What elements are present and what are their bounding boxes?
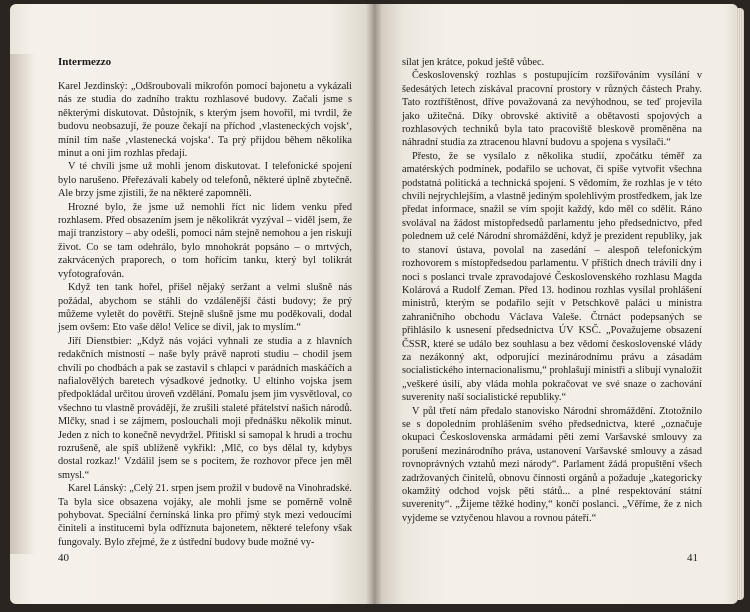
page-smudge: [10, 54, 36, 554]
paragraph: sílat jen krátce, pokud ještě vůbec.: [402, 57, 545, 68]
paragraph: V té chvíli jsme už mohli jenom diskutovat. I telefonické spojení bylo narušeno. Přeřezávali kabely od telefonů, některé úplně zbytečně. Ale brzy jsme zjistili, že na některé zapomněli.: [58, 161, 352, 200]
paragraph: V půl třetí nám předalo stanovisko Národní shromáždění. Ztotožnilo se s dopoledním prohlášením svého předsednictva, které „označuje okupaci Československa armádami pěti zemí Varšavské smlouvy za porušení mezinárodního práva, ustanovení Varšavské smlouvy a zásad rovnoprávných vztahů mezi národy“. Parlament žádá propuštění všech zadržovaných činitelů, obnovu činnosti orgánů a požaduje „kategoricky okamžitý odchod vojsk pěti států... a plné respektování státní suverenity“. „Žijeme těžké hodiny,“ končí poslanci. „Věříme, že z nich vyjdeme se vztyčenou hlavou a rovnou páteří.“: [402, 405, 702, 524]
paragraph: Československý rozhlas s postupujícím rozšiřováním vysílání v šedesátých letech získával pracovní prostory v různých částech Prahy. Tato roztříštěnost, dříve považovaná za nevýhodnou, se teď projevila jako užitečná. Díky obrovské aktivitě a obětavosti spojových a rozhlasových techniků byla tato pracoviště bleskově proměněna na náhradní studia za ztracenou hlavní budovu a spojena s vysílači.“: [402, 70, 702, 149]
right-page-text: [402, 56, 702, 525]
paragraph: Hrozné bylo, že jsme už nemohli říct nic lidem venku před rozhlasem. Před obsazením jsem je několikrát vyzýval – viděl jsem, že mají tranzistory – aby odešli, pomoci nám stejně nemohou a jen riskují život. Co se tam odehrálo, bylo mnohokrát popsáno – o mrtvých, zakrvácených praporech, o tom hořícím tanku, který byl tolikrát vyfotografován.: [58, 201, 352, 280]
left-page: [10, 4, 374, 604]
page-edges: [736, 8, 744, 600]
paragraph: Když ten tank hořel, přišel nějaký seržant a velmi slušně nás požádal, abychom se stáhli do vzdálenější části budovy; že prý můžeme vyletět do povětří. Stejně slušně jsme mu poděkovali, dodal jsem ovšem: Eto vaše dělo! Velice se divil, jak to myslím.“: [58, 282, 352, 334]
paragraph: Přesto, že se vysílalo z několika studií, zpočátku téměř za amatérských podmínek, podařilo se uchovat, či spíše vytvořit všechna podstatná politická a technická spojení. S vědomím, že rozhlas je v této chvíli nejrychlejším, a vlastně jediným spolehlivým prostředkem, jak lze předat informace, snažil se vím spojit každý, kdo měl co sdělit. Ráno svolával na žádost místopředsedů parlamentu jeho předsednictvo, před polednem už celé Národní shromáždění, když je prezident republiky, jak to stanoví ústava, povolal na zasedání – alespoň telefonickým rozhovorem s místopředsedou parlamentu. V příštích dnech trávili dny i noci s poslanci trvale zpravodajové Československého rozhlasu Magda Kolárová a Rudolf Zeman. Před 13. hodinou rozhlas vysílal prohlášení ministrů, kterým se podařilo sejít v Petschkově paláci u ministra zahraničního obchodu Václava Valeše. Čtrnáct podepsaných se přihlásilo k usnesení předsednictva ÚV KSČ. „Považujeme obsazení ČSSR, které se událo bez souhlasu a bez vědomí československé vlády za nezákonný akt, odporující mezinárodnímu právu a zásadám socialistického internacionalismu,“ prohlašují ministři a slibují vynaložit „veškeré úsilí, aby vláda mohla pokračovat ve své snaze o zachování suverenity naší socialistické republiky.“: [402, 150, 702, 404]
page-number-left: 40: [58, 552, 69, 564]
paragraph: Karel Jezdinský: „Odšroubovali mikrofón pomocí bajonetu a vykázali nás ze studia do zadního traktu rozhlasové budovy. Začali jsme s některými diskutovat. Důstojník, s kterým jsem hovořil, mi tvrdil, že budovu neobsazují, že pouze čekají na příchod ‚vlasteneckých vojsk‘, mínil tím naše ‚vlastenecká vojska‘. Ta prý přijdou během několika minut a oni jim rozhlas předají.: [58, 81, 352, 160]
chapter-heading: Intermezzo: [58, 56, 112, 68]
left-page-text: [58, 80, 352, 549]
page-number-right: 41: [687, 552, 698, 564]
paragraph: Jiří Dienstbier: „Když nás vojáci vyhnali ze studia a z hlavních redakčních místností – naše byly právě naproti studiu – chodil jsem chvíli po chodbách a pak se zastavil s chlapci v parádních maskáčích a nafialovělých baretech výsadkové jednotky. U eltinho vojska jsem předpokládal určitou úroveň vzdělání. Pomalu jsem jim vysvětloval, co všechno tu vlastně provádějí, že zrušili staleté přátelství našich národů. Mlčky, snad i se zájmem, poslouchali moji přednášku několik minut. Jeden z nich to konečně nevydržel. Přitiskl si samopal k hrudi a trochu rozrušeně, ale spíš ublíženě vykřikl: ‚Mlč, co bys dělal ty, kdybys dostal rozkaz!‘ Vzdálil jsem se s pocitem, že rozhovor přece jen měl smysl.“: [58, 335, 352, 481]
paragraph: Karel Lánský: „Celý 21. srpen jsem prožil v budově na Vinohradské. Ta byla sice obsazena vojáky, ale mohli jsme se poměrně volně pohybovat. Speciální černínská linka pro přímý styk mezi vedoucími činiteli a institucemi byla odříznuta bajonetem, některé telefony však fungovaly. Bylo zřejmé, že z ústřední budovy bude možné vy-: [58, 483, 353, 548]
right-page: [374, 4, 738, 604]
book-spread: [10, 4, 738, 604]
